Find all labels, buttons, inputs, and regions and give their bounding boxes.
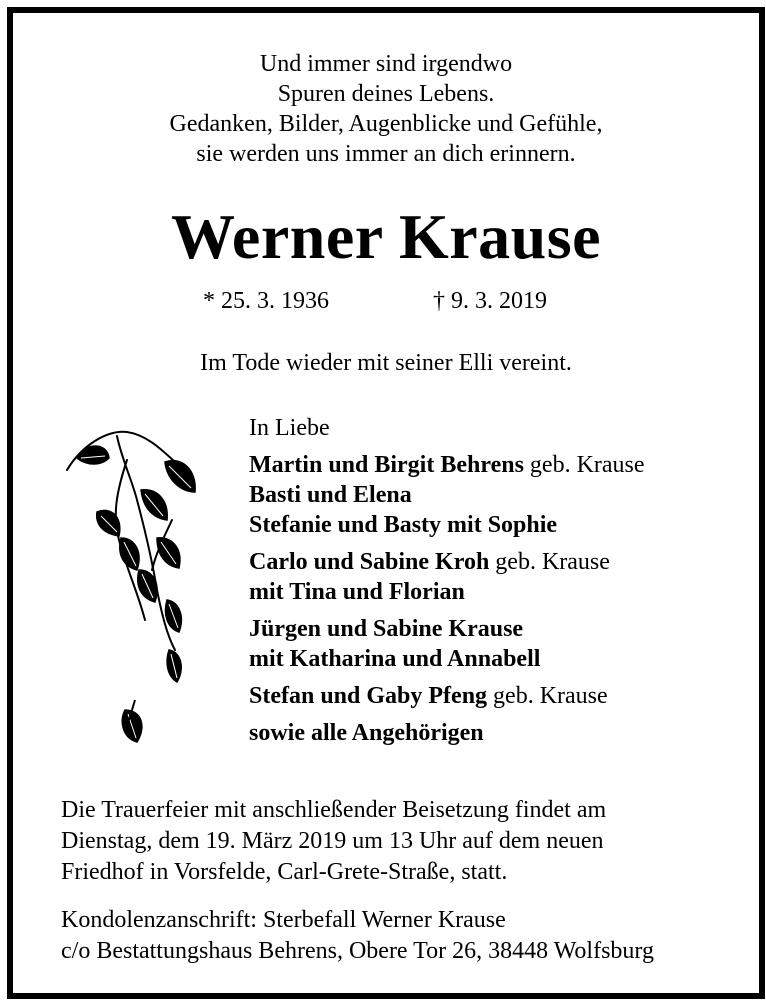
family-pfeng [249,681,749,711]
family-others: sowie alle Angehörigen [249,720,484,746]
poem [13,49,759,169]
family-list [249,413,749,748]
service-line: Die Trauerfeier mit anschließender Beisetzung findet am [61,797,607,823]
poem-line: Und immer sind irgendwo [259,51,513,77]
poem-line: sie werden uns immer an dich erinnern. [196,141,576,167]
family-kroh-suffix: geb. Krause [489,549,610,575]
family-kroh [249,547,749,577]
service-line: Dienstag, dem 19. März 2019 um 13 Uhr auf dem neuen [61,828,604,854]
service-line: Friedhof in Vorsfelde, Carl-Grete-Straße, statt. [61,859,508,885]
obituary-frame [7,7,765,999]
family-krause-line1: Jürgen und Sabine Krause [249,616,524,642]
deceased-name: Werner Krause [170,201,602,272]
birth-date: * 25. 3. 1936 [203,288,329,314]
family-krause-line2: mit Katharina und Annabell [249,646,541,672]
poem-line: Gedanken, Bilder, Augenblicke und Gefühle, [169,111,603,137]
reunited-text: Im Tode wieder mit seiner Elli vereint. [200,350,572,376]
family-behrens [249,450,749,480]
family-kroh-names: Carlo und Sabine Kroh [249,549,490,575]
intro-text: In Liebe [249,415,330,441]
leaf-branch-icon [57,420,207,760]
poem-line: Spuren deines Lebens. [277,81,495,107]
address-line: c/o Bestattungshaus Behrens, Obere Tor 26, 38448 Wolfsburg [61,938,654,964]
family-behrens-suffix: geb. Krause [523,452,645,478]
condolence-address [61,905,751,967]
family-behrens-names: Martin und Birgit Behrens [249,452,524,478]
death-date: † 9. 3. 2019 [433,288,547,314]
family-pfeng-suffix: geb. Krause [487,683,608,709]
service-info [61,795,751,888]
family-kroh-line2: mit Tina und Florian [249,579,465,605]
family-behrens-line2: Basti und Elena [249,482,412,508]
address-line: Kondolenzanschrift: Sterbefall Werner Krause [61,907,506,933]
family-behrens-line3: Stefanie und Basty mit Sophie [249,512,558,538]
family-pfeng-names: Stefan und Gaby Pfeng [249,683,488,709]
